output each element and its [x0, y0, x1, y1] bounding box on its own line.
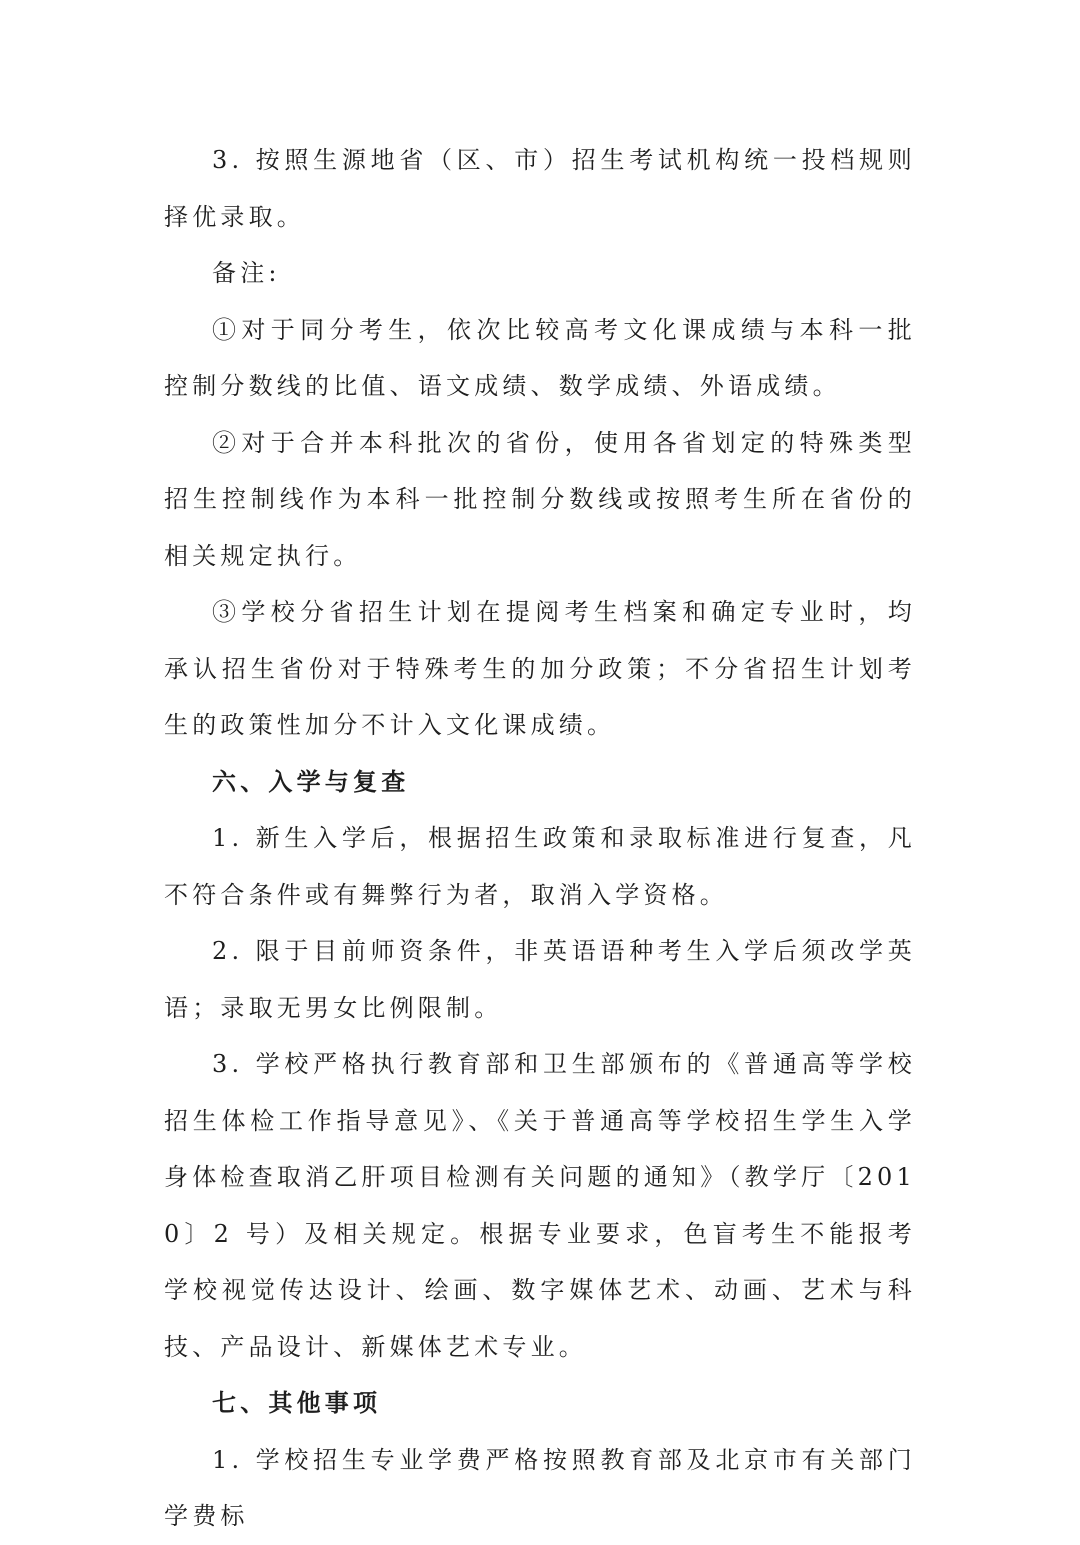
paragraph-note-1: ①对于同分考生，依次比较高考文化课成绩与本科一批控制分数线的比值、语文成绩、数学成绩、外语成绩。 — [164, 315, 916, 400]
paragraph-review-3: 3. 学校严格执行教育部和卫生部颁布的《普通高等学校招生体检工作指导意见》、《关于普通高等学校招生学生入学身体检查取消乙肝项目检测有关问题的通知》（教学厅〔2010〕2 号）及相关规定。根据专业要求，色盲考生不能报考学校视觉传达设计、绘画、数字媒体艺术、动画、艺术与科技、产品设计、新媒体艺术专业。 — [164, 1050, 916, 1361]
document-page — [164, 132, 916, 1545]
paragraph-other-1: 1. 学校招生专业学费严格按照教育部及北京市有关部门学费标 — [164, 1445, 916, 1530]
paragraph-admission-rule: 3. 按照生源地省（区、市）招生考试机构统一投档规则择优录取。 — [164, 146, 916, 231]
paragraph-review-2: 2. 限于目前师资条件，非英语语种考生入学后须改学英语；录取无男女比例限制。 — [164, 937, 916, 1022]
section-heading-enrollment-review: 六、入学与复查 — [212, 766, 410, 796]
paragraph-review-1: 1. 新生入学后，根据招生政策和录取标准进行复查，凡不符合条件或有舞弊行为者，取消入学资格。 — [164, 824, 916, 909]
section-heading-other-matters: 七、其他事项 — [212, 1388, 382, 1417]
paragraph-note-3: ③学校分省招生计划在提阅考生档案和确定专业时，均承认招生省份对于特殊考生的加分政策；不分省招生计划考生的政策性加分不计入文化课成绩。 — [164, 598, 916, 739]
paragraph-note-2: ②对于合并本科批次的省份，使用各省划定的特殊类型招生控制线作为本科一批控制分数线或按照考生所在省份的相关规定执行。 — [164, 428, 916, 570]
paragraph-notes-label: 备注: — [212, 259, 281, 287]
